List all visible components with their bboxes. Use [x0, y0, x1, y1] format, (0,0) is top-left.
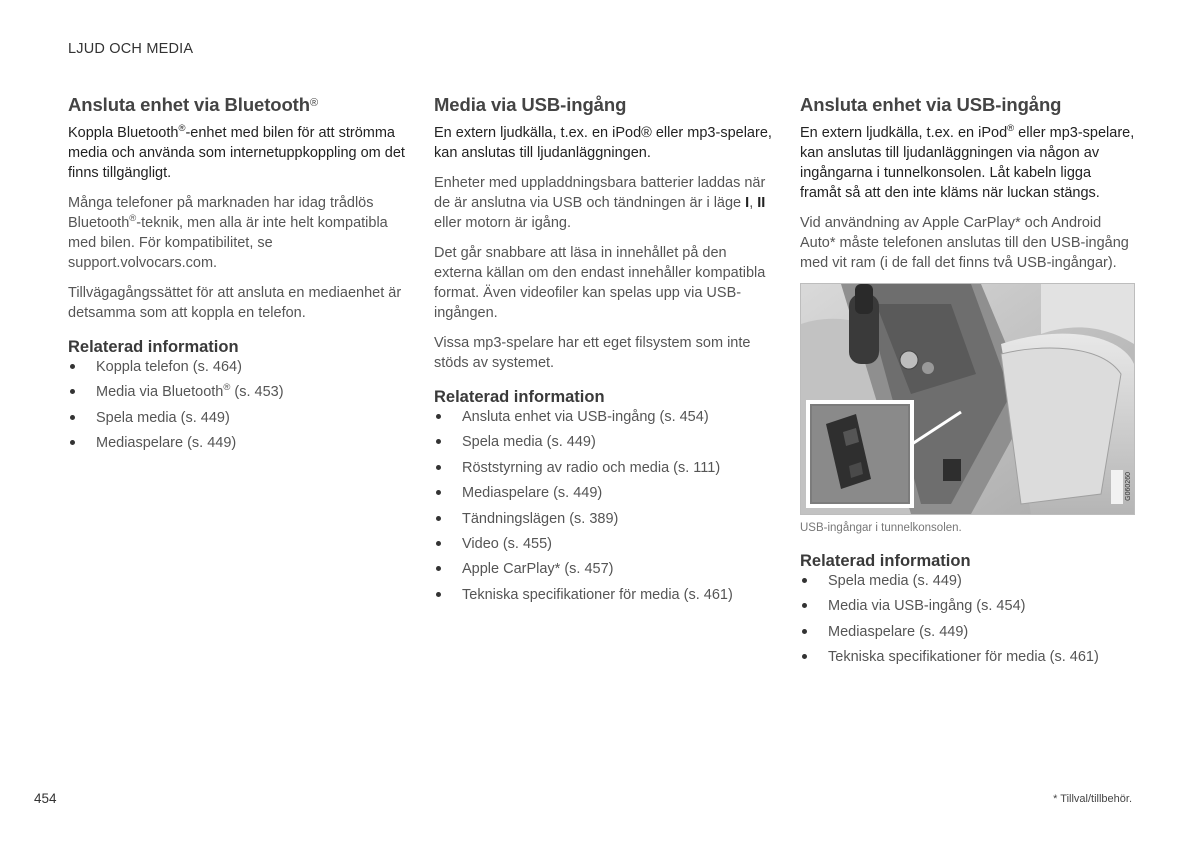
related-link[interactable]: Ansluta enhet via USB-ingång (s. 454) — [434, 407, 774, 427]
text: eller motorn är igång. — [434, 215, 572, 231]
related-link[interactable]: Tekniska specifikationer för media (s. 461) — [800, 647, 1135, 667]
related-heading: Relaterad information — [800, 552, 971, 570]
column-usb-media — [434, 93, 774, 610]
paragraph-compatibility — [68, 193, 408, 273]
heading-usb-connect: Ansluta enhet via USB-ingång — [800, 94, 1062, 115]
section-header: LJUD OCH MEDIA — [68, 41, 194, 57]
text: -teknik, men alla är inte helt kompatibla med bilen. För kompatibilitet, se support.volvocars.com. — [68, 215, 388, 271]
column-usb-connect — [800, 93, 1135, 673]
page-number: 454 — [34, 791, 57, 806]
column-bluetooth — [68, 93, 408, 459]
paragraph-carplay: Vid användning av Apple CarPlay* och Android Auto* måste telefonen anslutas till den USB-ingång med vit ram (i de fall det finns två USB-ingångar). — [800, 215, 1129, 271]
related-list — [68, 357, 408, 453]
heading-bluetooth — [68, 93, 408, 117]
text: Många telefoner på marknaden har idag trådlös Bluetooth — [68, 195, 374, 231]
related-list — [800, 571, 1135, 667]
registered-mark: ® — [309, 97, 318, 109]
paragraph-formats: Det går snabbare att läsa in innehållet på den externa källan om den endast innehåller kompatibla format. Även videofiler kan spelas upp via USB-ingången. — [434, 245, 766, 321]
lead-paragraph — [68, 123, 408, 183]
related-link[interactable]: Mediaspelare (s. 449) — [68, 433, 408, 453]
text: (s. 453) — [230, 384, 284, 401]
heading-usb-media: Media via USB-ingång — [434, 94, 627, 115]
text: eller mp3-spelare, kan anslutas till ljudanläggningen via någon av ingångarna i tunnelkonsolen. Låt kabeln ligga framåt så att den inte kläms när luckan stängs. — [800, 125, 1135, 201]
related-link[interactable]: Spela media (s. 449) — [800, 571, 1135, 591]
figure-code: G060260 — [1125, 472, 1132, 501]
related-link[interactable]: Mediaspelare (s. 449) — [800, 622, 1135, 642]
registered-mark: ® — [1007, 123, 1015, 135]
paragraph-procedure: Tillvägagångssättet för att ansluta en mediaenhet är detsamma som att koppla en telefon. — [68, 285, 402, 321]
text: , — [749, 195, 758, 211]
related-heading: Relaterad information — [434, 388, 605, 406]
paragraph-charging — [434, 173, 774, 233]
text: En extern ljudkälla, t.ex. en iPod — [800, 125, 1008, 141]
related-heading: Relaterad information — [68, 338, 239, 356]
usb-console-figure — [800, 283, 1135, 515]
paragraph-filesystem: Vissa mp3-spelare har ett eget filsystem som inte stöds av systemet. — [434, 335, 751, 371]
related-link[interactable]: Tändningslägen (s. 389) — [434, 509, 774, 529]
text: Koppla Bluetooth — [68, 125, 179, 141]
related-link[interactable]: Mediaspelare (s. 449) — [434, 483, 774, 503]
related-link[interactable]: Apple CarPlay* (s. 457) — [434, 559, 774, 579]
lead-paragraph — [800, 123, 1135, 203]
related-link[interactable]: Spela media (s. 449) — [434, 432, 774, 452]
text: Enheter med uppladdningsbara batterier laddas när de är anslutna via USB och tändningen är i läge — [434, 175, 766, 211]
registered-mark: ® — [223, 382, 231, 394]
tunnel-console-illustration — [801, 284, 1134, 514]
ignition-mode-I: I — [745, 195, 750, 211]
related-list — [434, 407, 774, 605]
footnote: * Tillval/tillbehör. — [1053, 793, 1132, 805]
text: Media via Bluetooth — [96, 384, 224, 401]
related-link[interactable]: Tekniska specifikationer för media (s. 461) — [434, 585, 774, 605]
related-link[interactable]: Spela media (s. 449) — [68, 408, 408, 428]
figure-caption: USB-ingångar i tunnelkonsolen. — [800, 522, 962, 534]
related-link[interactable]: Koppla telefon (s. 464) — [68, 357, 408, 377]
related-link[interactable] — [68, 382, 408, 402]
related-link[interactable]: Media via USB-ingång (s. 454) — [800, 596, 1135, 616]
heading-text: Ansluta enhet via Bluetooth — [68, 94, 310, 115]
registered-mark: ® — [178, 123, 186, 135]
text: -enhet med bilen för att strömma media och använda som internetuppkoppling om det finns tillgängligt. — [68, 125, 405, 181]
related-link[interactable]: Röststyrning av radio och media (s. 111) — [434, 458, 774, 478]
registered-mark: ® — [129, 213, 137, 225]
related-link[interactable]: Video (s. 455) — [434, 534, 774, 554]
ignition-mode-II: II — [757, 195, 766, 211]
lead-paragraph: En extern ljudkälla, t.ex. en iPod® eller mp3-spelare, kan anslutas till ljudanläggningen. — [434, 125, 772, 161]
